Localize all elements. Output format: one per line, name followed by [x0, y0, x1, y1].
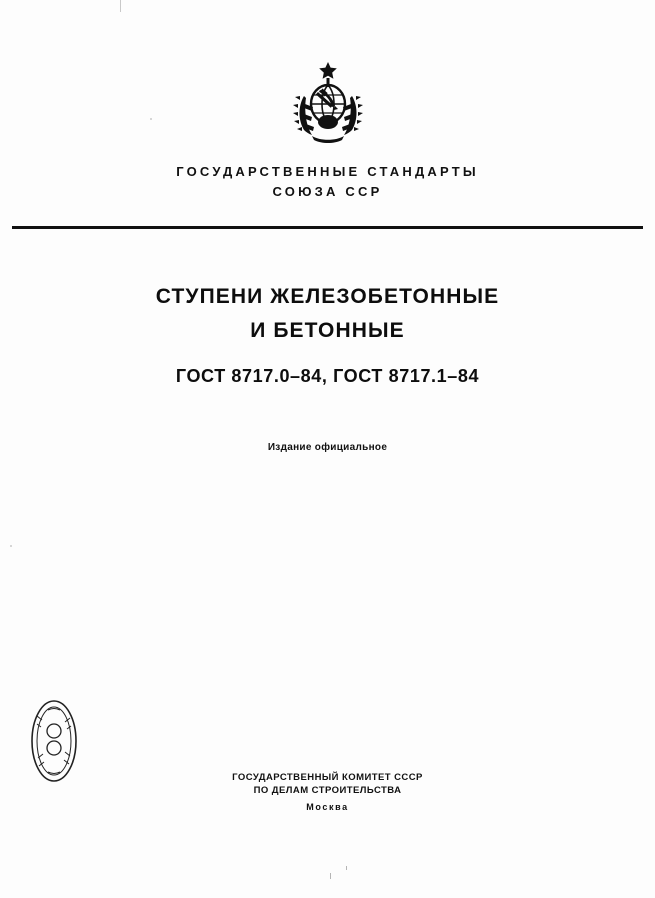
- standard-numbers: ГОСТ 8717.0–84, ГОСТ 8717.1–84: [175, 366, 480, 386]
- edition-note: Издание официальное: [267, 442, 388, 453]
- state-standards-line2: СОЮЗА ССР: [272, 184, 383, 199]
- scan-artifact: [150, 118, 152, 120]
- state-standards-heading: [0, 162, 655, 202]
- scan-artifact: [346, 866, 347, 870]
- publisher-line1: ГОСУДАРСТВЕННЫЙ КОМИТЕТ СССР: [232, 772, 423, 783]
- horizontal-divider: [12, 226, 643, 229]
- scan-artifact: [120, 0, 121, 12]
- publisher-city: Москва: [306, 802, 349, 812]
- scan-artifact: [10, 545, 12, 547]
- state-standards-line1: ГОСУДАРСТВЕННЫЕ СТАНДАРТЫ: [176, 164, 479, 179]
- publisher-block: [0, 772, 655, 815]
- soviet-state-emblem-icon: [282, 52, 374, 148]
- title-line1: СТУПЕНИ ЖЕЛЕЗОБЕТОННЫЕ: [155, 285, 500, 308]
- page-title: [0, 280, 655, 348]
- title-line2: И БЕТОННЫЕ: [250, 319, 405, 342]
- scan-artifact: [330, 873, 331, 879]
- publisher-line2: ПО ДЕЛАМ СТРОИТЕЛЬСТВА: [253, 784, 402, 796]
